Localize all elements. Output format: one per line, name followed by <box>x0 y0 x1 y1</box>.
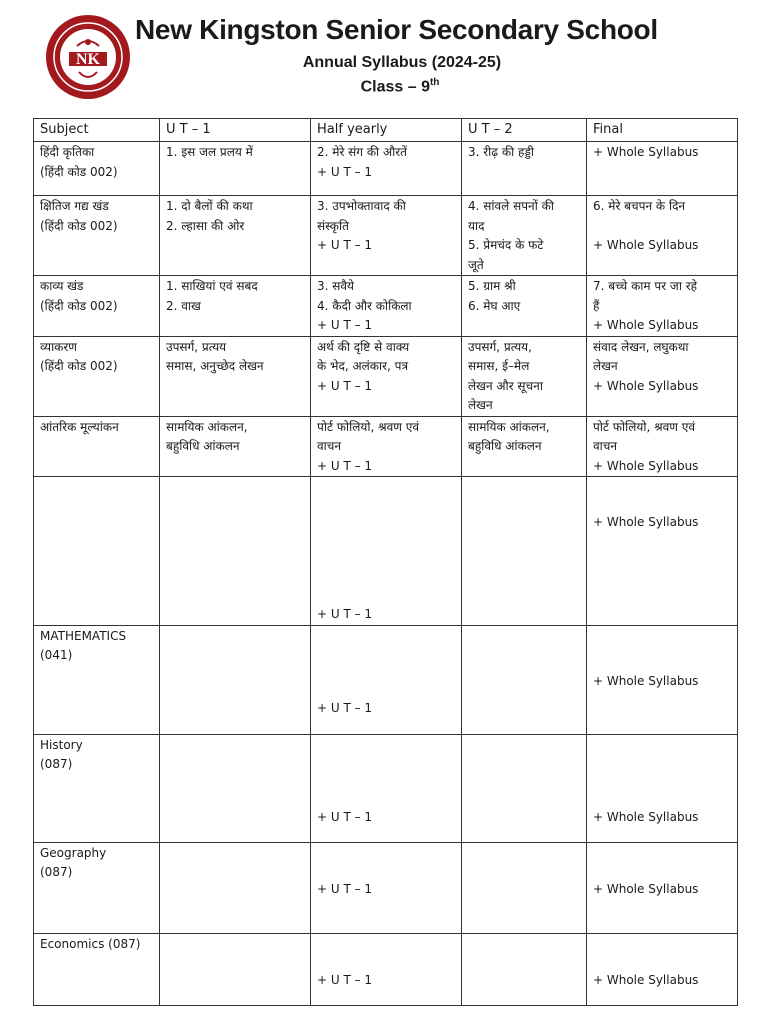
cell-text: (हिंदी कोड 002) <box>40 359 118 373</box>
cell-text: सामयिक आंकलन, <box>468 419 550 434</box>
school-name: New Kingston Senior Secondary School <box>135 14 658 45</box>
cell-ut2 <box>462 276 587 337</box>
cell-text: उपसर्ग, प्रत्यय, <box>468 339 532 354</box>
cell-half <box>311 276 462 337</box>
cell-text: + Whole Syllabus <box>593 881 699 896</box>
cell-text: वाचन <box>317 439 342 453</box>
cell-text: जूते <box>468 257 484 272</box>
cell-text: 4. कैदी और कोकिला <box>317 298 412 313</box>
cell-text: बहुविधि आंकलन <box>166 439 240 453</box>
cell-text: हिंदी कृतिका <box>40 145 95 159</box>
cell-text: + Whole Syllabus <box>593 673 699 688</box>
cell-text <box>593 217 731 237</box>
cell-half <box>311 625 462 734</box>
cell-final <box>587 416 738 477</box>
cell-text: समास, अनुच्छेद लेखन <box>166 359 264 373</box>
cell-text: 1. इस जल प्रलय में <box>166 145 253 159</box>
cell-text: 6. मेरे बचपन के दिन <box>593 199 686 213</box>
cell-text: + Whole Syllabus <box>593 145 699 159</box>
cell-text: + Whole Syllabus <box>593 318 699 332</box>
cell-text: (087) <box>40 757 73 771</box>
cell-text: + Whole Syllabus <box>593 378 699 393</box>
column-header: Subject <box>34 119 160 142</box>
cell-text: संवाद लेखन, लघुकथा <box>593 339 689 354</box>
cell-ut1 <box>160 477 311 626</box>
cell-text: + Whole Syllabus <box>593 972 699 987</box>
cell-ut2 <box>462 625 587 734</box>
syllabus-subtitle: Annual Syllabus (2024-25) <box>302 54 502 71</box>
table-row <box>34 196 738 276</box>
cell-text: Economics (087) <box>40 936 141 951</box>
cell-text: + U T – 1 <box>317 607 373 621</box>
cell-text: + Whole Syllabus <box>593 809 699 824</box>
cell-subject <box>34 416 160 477</box>
table-row <box>34 477 738 626</box>
cell-text: + U T – 1 <box>317 378 373 393</box>
cell-text: उपसर्ग, प्रत्यय <box>166 339 227 354</box>
cell-ut2 <box>462 933 587 1005</box>
cell-text: 4. सांवले सपनों की <box>468 199 554 213</box>
cell-subject <box>34 142 160 196</box>
cell-final <box>587 625 738 734</box>
cell-final <box>587 142 738 196</box>
cell-ut1 <box>160 196 311 276</box>
table-row <box>34 734 738 842</box>
cell-half <box>311 477 462 626</box>
cell-text: 2. मेरे संग की औरतें <box>317 145 408 159</box>
cell-text: Geography <box>40 845 107 860</box>
cell-text: MATHEMATICS <box>40 628 127 643</box>
class-label: Class – 9th <box>360 77 440 96</box>
cell-ut1 <box>160 625 311 734</box>
cell-text: 5. प्रेमचंद के फटे <box>468 238 544 252</box>
cell-text: लेखन <box>593 359 618 373</box>
cell-subject <box>34 933 160 1005</box>
cell-text: अर्थ की दृष्टि से वाक्य <box>317 339 410 354</box>
cell-half <box>311 734 462 842</box>
cell-final <box>587 336 738 416</box>
cell-ut1 <box>160 142 311 196</box>
cell-final <box>587 477 738 626</box>
column-header: U T – 1 <box>160 119 311 142</box>
column-header: Final <box>587 119 738 142</box>
cell-text: वाचन <box>593 439 618 453</box>
cell-text: (हिंदी कोड 002) <box>40 164 118 179</box>
cell-ut2 <box>462 196 587 276</box>
cell-half <box>311 416 462 477</box>
cell-text: + U T – 1 <box>317 164 373 179</box>
cell-half <box>311 196 462 276</box>
cell-text: 1. साखियां एवं सबद <box>166 279 258 293</box>
cell-subject <box>34 336 160 416</box>
cell-ut2 <box>462 734 587 842</box>
cell-ut1 <box>160 842 311 933</box>
cell-text: (हिंदी कोड 002) <box>40 298 118 313</box>
cell-final <box>587 933 738 1005</box>
cell-text: + U T – 1 <box>317 809 373 824</box>
cell-text: + Whole Syllabus <box>593 515 699 529</box>
cell-subject <box>34 625 160 734</box>
cell-text: 6. मेघ आए <box>468 298 521 313</box>
cell-text: पोर्ट फोलियो, श्रवण एवं <box>317 419 420 434</box>
cell-text: बहुविधि आंकलन <box>468 439 542 453</box>
cell-text: + U T – 1 <box>317 972 373 987</box>
cell-text: काव्य खंड <box>40 279 84 293</box>
cell-text: हैं <box>593 298 600 313</box>
cell-text: + U T – 1 <box>317 238 373 252</box>
cell-text: लेखन और सूचना <box>468 378 543 393</box>
cell-ut1 <box>160 336 311 416</box>
cell-text: History <box>40 737 83 752</box>
cell-text: संस्कृति <box>317 218 349 233</box>
cell-text: पोर्ट फोलियो, श्रवण एवं <box>593 419 696 434</box>
cell-text: + U T – 1 <box>317 881 373 896</box>
cell-text: 3. सवैये <box>317 279 355 293</box>
table-row <box>34 842 738 933</box>
cell-text: 3. उपभोक्तावाद की <box>317 199 406 213</box>
cell-text: व्याकरण <box>40 339 77 354</box>
cell-ut1 <box>160 416 311 477</box>
cell-subject <box>34 276 160 337</box>
cell-half <box>311 933 462 1005</box>
cell-subject <box>34 196 160 276</box>
cell-text: के भेद, अलंकार, पत्र <box>317 359 409 373</box>
table-row <box>34 625 738 734</box>
table-header-row <box>34 119 738 142</box>
table-row <box>34 336 738 416</box>
cell-ut1 <box>160 933 311 1005</box>
cell-subject <box>34 734 160 842</box>
cell-text: 1. दो बैलों की कथा <box>166 199 253 213</box>
cell-text: 2. वाख <box>166 298 201 313</box>
cell-text: लेखन <box>468 398 493 412</box>
table-row <box>34 933 738 1005</box>
cell-ut2 <box>462 142 587 196</box>
cell-ut2 <box>462 842 587 933</box>
cell-text: 3. रीढ़ की हड्डी <box>468 145 534 159</box>
cell-half <box>311 336 462 416</box>
cell-text: (हिंदी कोड 002) <box>40 218 118 233</box>
cell-final <box>587 734 738 842</box>
cell-half <box>311 142 462 196</box>
cell-text: 2. ल्हासा की ओर <box>166 218 245 233</box>
logo-letters: NK <box>76 51 100 68</box>
cell-ut1 <box>160 276 311 337</box>
cell-text: 5. ग्राम श्री <box>468 279 516 293</box>
cell-ut2 <box>462 477 587 626</box>
cell-text: 7. बच्चे काम पर जा रहे <box>593 279 698 293</box>
cell-text: सामयिक आंकलन, <box>166 419 248 434</box>
cell-text: समास, ई–मेल <box>468 359 530 373</box>
cell-ut1 <box>160 734 311 842</box>
cell-text: + U T – 1 <box>317 700 373 715</box>
table-row <box>34 276 738 337</box>
cell-text: (087) <box>40 865 73 879</box>
cell-text: क्षितिज गद्य खंड <box>40 199 109 213</box>
cell-final <box>587 196 738 276</box>
cell-half <box>311 842 462 933</box>
cell-final <box>587 276 738 337</box>
cell-text: याद <box>468 218 485 233</box>
cell-subject <box>34 477 160 626</box>
cell-text: + U T – 1 <box>317 458 373 473</box>
cell-ut2 <box>462 416 587 477</box>
column-header: U T – 2 <box>462 119 587 142</box>
syllabus-table <box>33 118 738 1006</box>
table-row <box>34 416 738 477</box>
cell-text: + U T – 1 <box>317 318 373 332</box>
column-header: Half yearly <box>311 119 462 142</box>
cell-final <box>587 842 738 933</box>
cell-text: + Whole Syllabus <box>593 458 699 473</box>
cell-subject <box>34 842 160 933</box>
class-superscript: th <box>429 77 440 88</box>
cell-text: (041) <box>40 648 73 662</box>
table-row <box>34 142 738 196</box>
cell-text: आंतरिक मूल्यांकन <box>40 419 119 434</box>
cell-text: + Whole Syllabus <box>593 238 699 252</box>
cell-ut2 <box>462 336 587 416</box>
